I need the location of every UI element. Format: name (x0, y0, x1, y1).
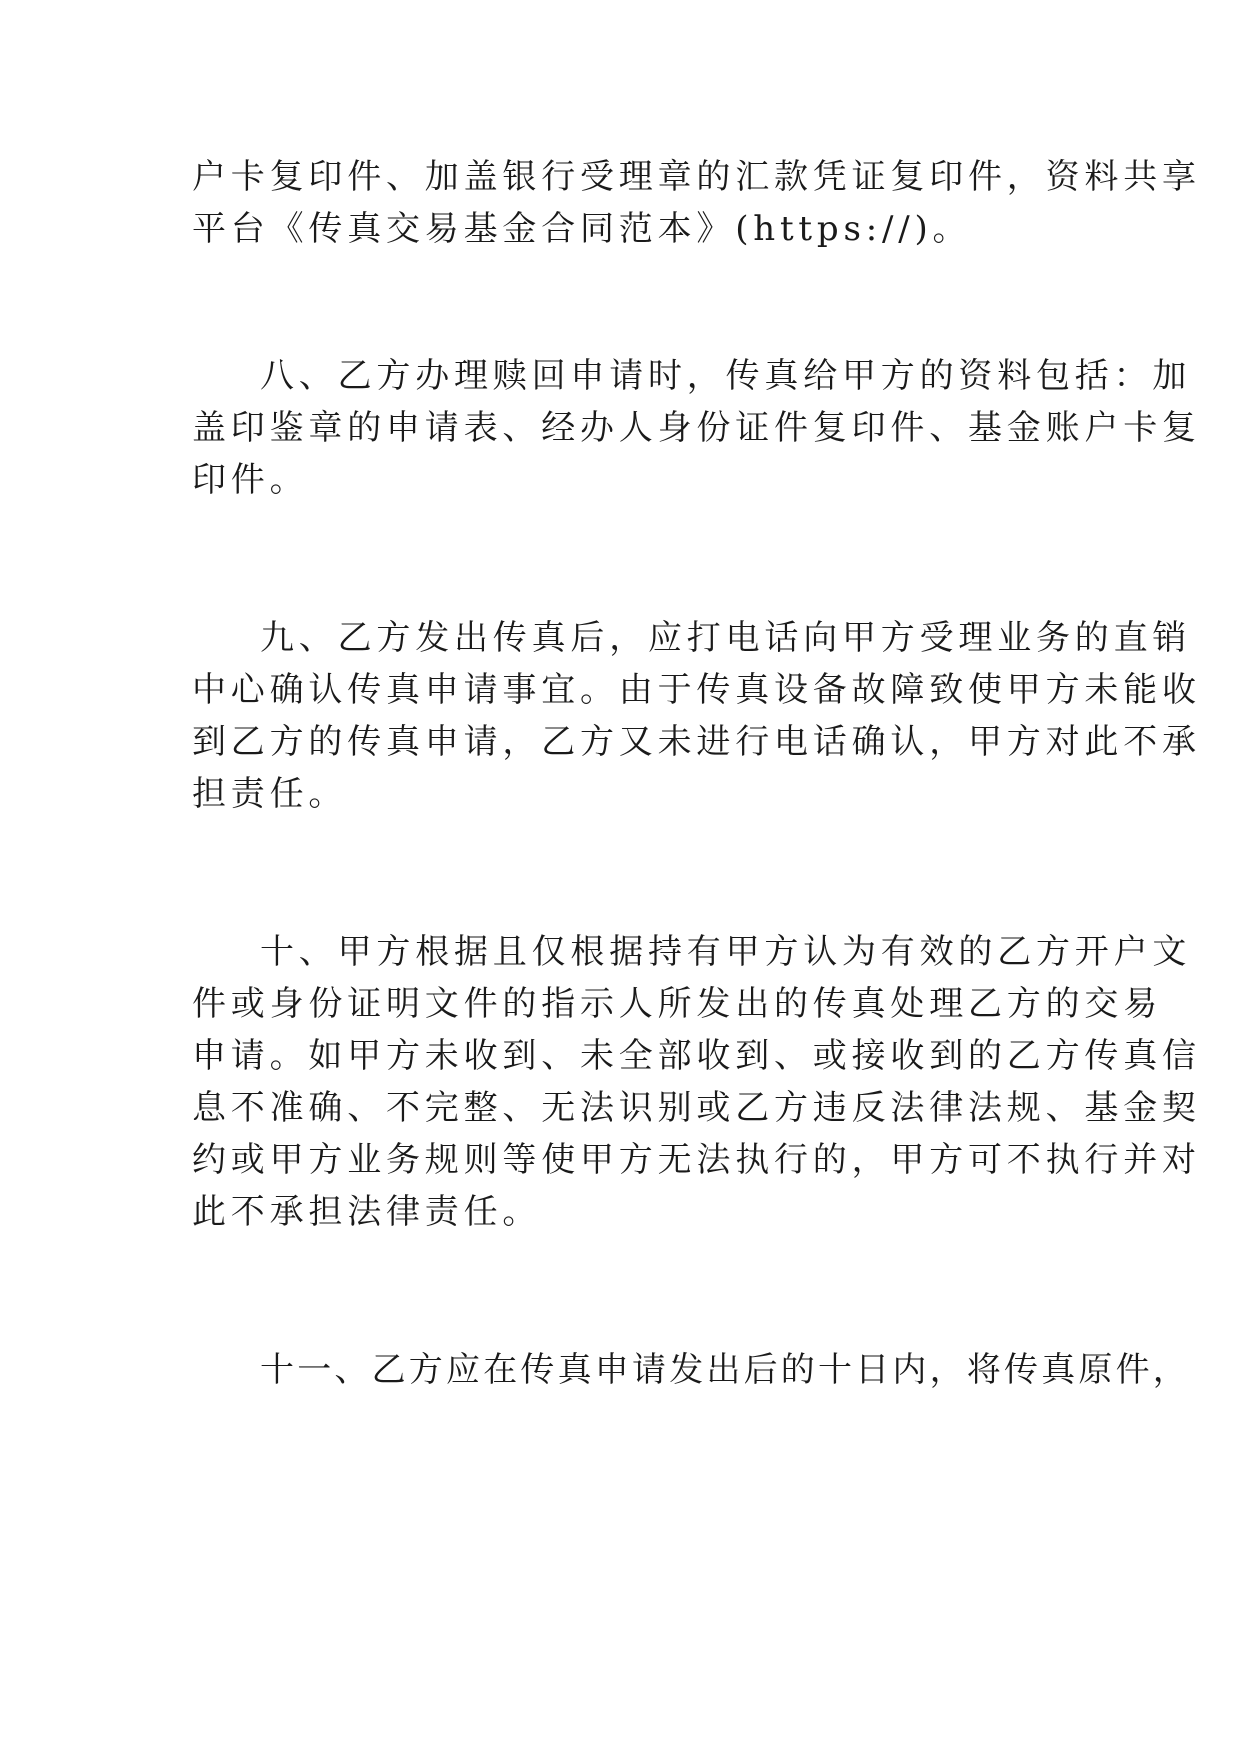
paragraph-11-line-1: 十一、乙方应在传真申请发出后的十日内，将传真原件， (260, 1350, 1190, 1390)
paragraph-10-line-4: 息不准确、不完整、无法识别或乙方违反法律法规、基金契 (192, 1088, 1201, 1128)
paragraph-10-line-2: 件或身份证明文件的指示人所发出的传真处理乙方的交易 (192, 984, 1162, 1024)
paragraph-10-line-5: 约或甲方业务规则等使甲方无法执行的，甲方可不执行并对 (192, 1140, 1201, 1180)
paragraph-9-line-4: 担责任。 (192, 774, 348, 814)
paragraph-10-line-6: 此不承担法律责任。 (192, 1192, 542, 1232)
paragraph-8-line-3: 印件。 (192, 460, 309, 500)
paragraph-10-line-1: 十、甲方根据且仅根据持有甲方认为有效的乙方开户文 (260, 932, 1192, 972)
paragraph-9-line-2: 中心确认传真申请事宜。由于传真设备故障致使甲方未能收 (192, 670, 1201, 710)
paragraph-9-line-3: 到乙方的传真申请，乙方又未进行电话确认，甲方对此不承 (192, 722, 1201, 762)
paragraph-continued-line-2: 平台《传真交易基金合同范本》(https://)。 (192, 209, 972, 249)
paragraph-9-line-1: 九、乙方发出传真后，应打电话向甲方受理业务的直销 (260, 618, 1192, 658)
paragraph-continued-line-1: 户卡复印件、加盖银行受理章的汇款凭证复印件，资料共享 (192, 157, 1201, 197)
paragraph-10-line-3: 申请。如甲方未收到、未全部收到、或接收到的乙方传真信 (192, 1036, 1201, 1076)
paragraph-8-line-2: 盖印鉴章的申请表、经办人身份证件复印件、基金账户卡复 (192, 408, 1201, 448)
paragraph-8-line-1: 八、乙方办理赎回申请时，传真给甲方的资料包括：加 (260, 356, 1192, 396)
